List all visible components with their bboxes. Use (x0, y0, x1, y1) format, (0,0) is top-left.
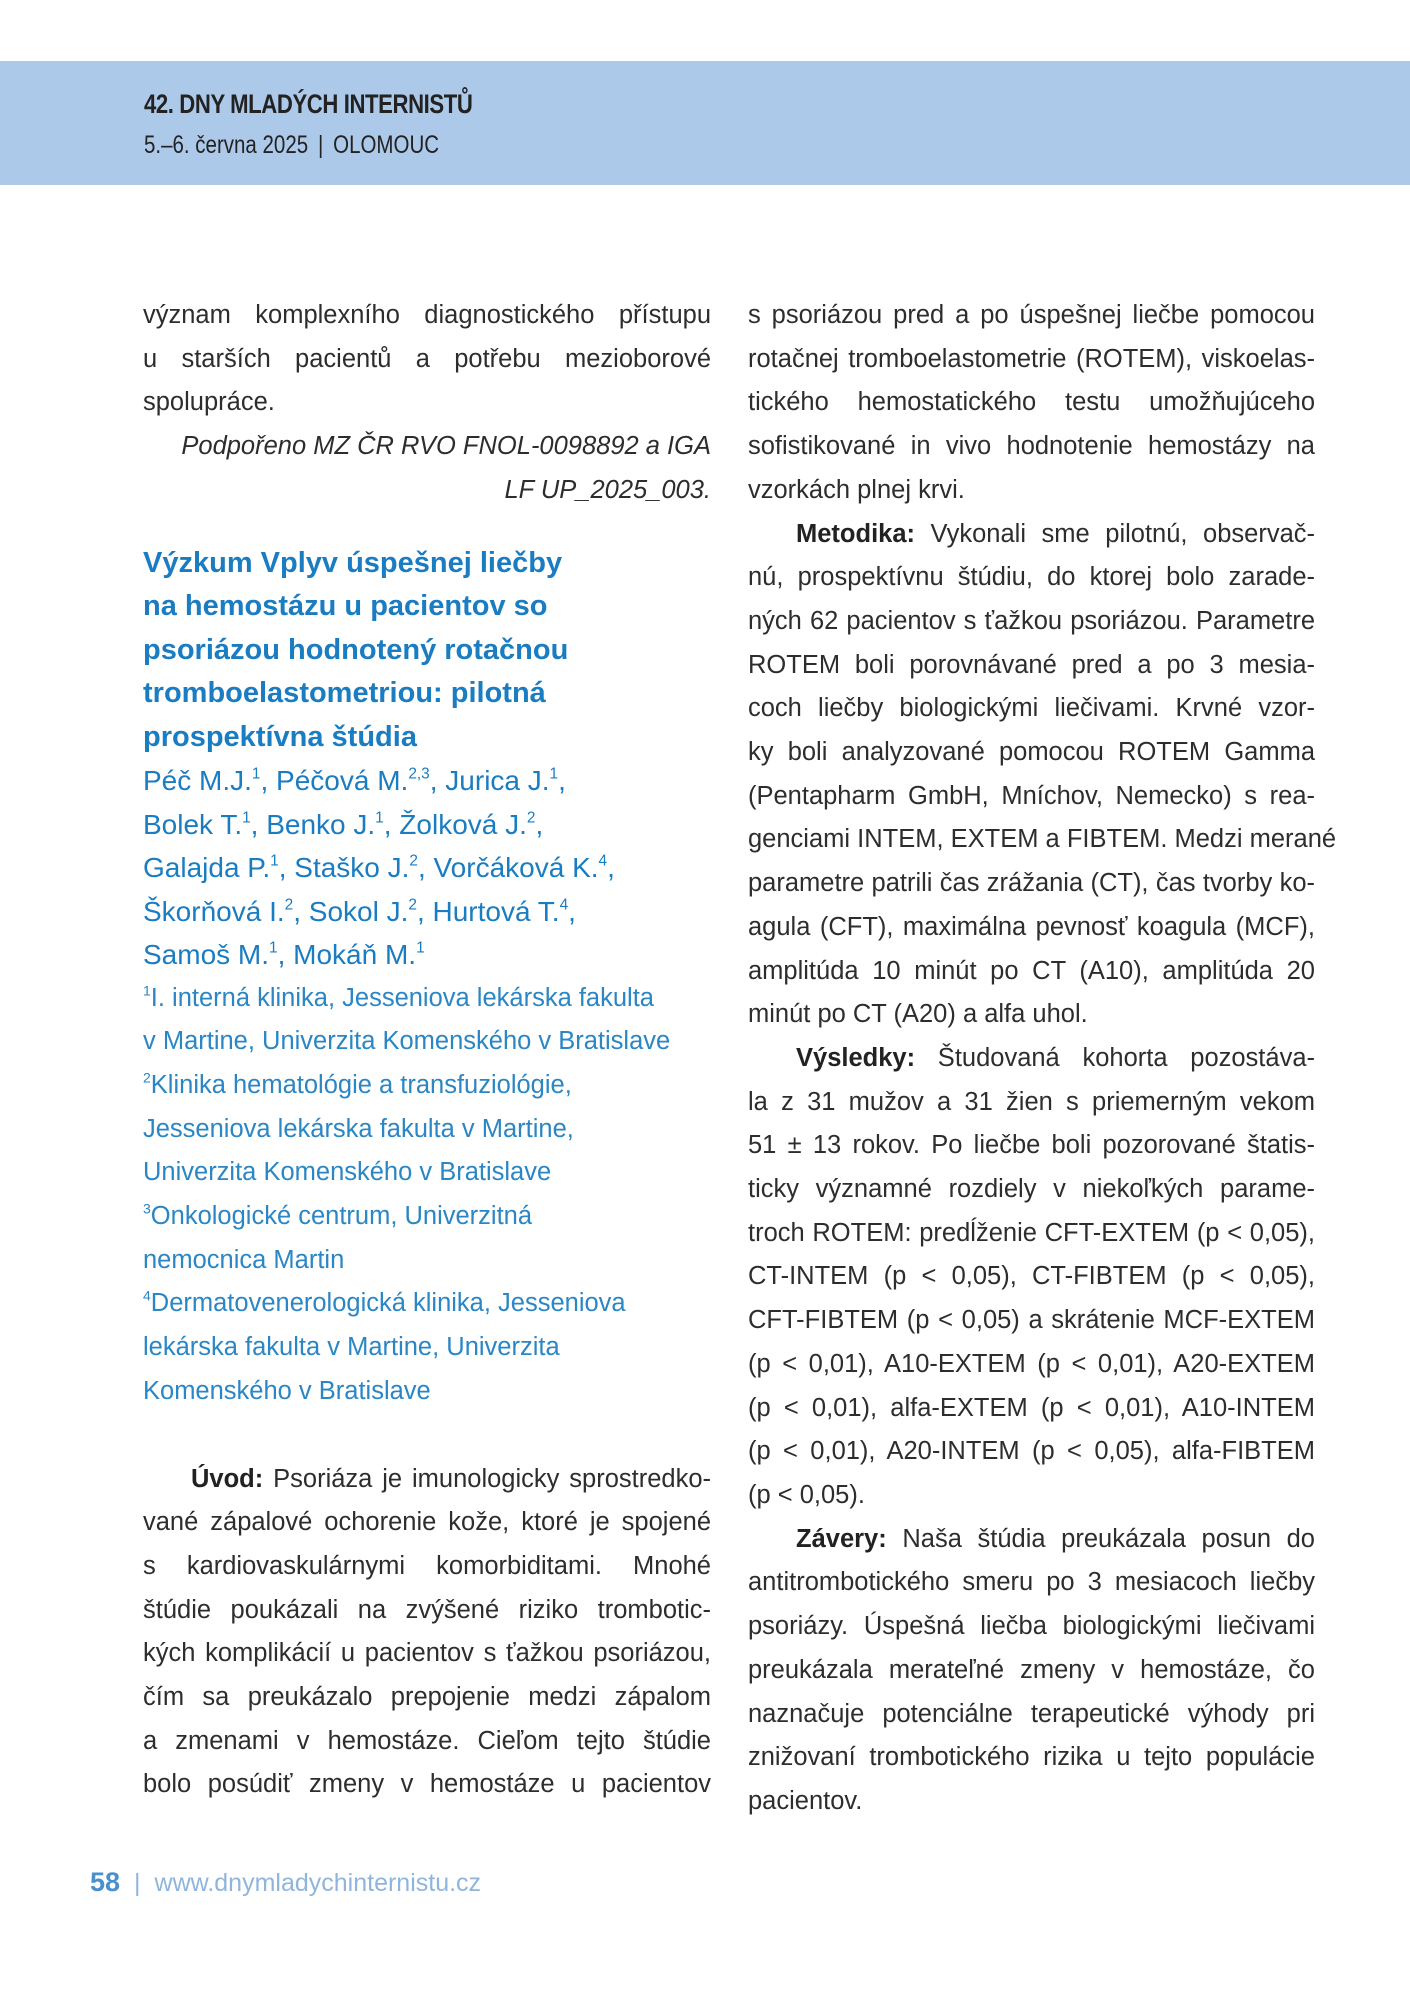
text-line: Závery: Naša štúdia preukázala posun do (796, 1524, 1315, 1553)
funding-note: LF UP_2025_003. (504, 475, 711, 504)
affiliation-number: 3 (143, 1200, 151, 1217)
affiliation-line: lekárska fakulta v Martine, Univerzita (143, 1333, 560, 1362)
author-name: , Péčová M. (260, 765, 409, 797)
text-line: vané zápalové ochorenie kože, ktoré je spojené (143, 1508, 711, 1537)
affiliation-line: $^3$Onkologické centrum, Univerzitná (143, 1200, 533, 1231)
affiliation-line: Komenského v Bratislave (143, 1376, 431, 1405)
text-line: naznačuje potenciálne terapeutické výhody pri (748, 1699, 1315, 1728)
section-intro (143, 1458, 711, 1808)
affiliation-marker: 1 (269, 939, 278, 957)
event-title: 42. DNY MLADÝCH INTERNISTŮ (144, 89, 473, 119)
title-line: tromboelastometriou: pilotná (143, 677, 546, 710)
section-methods (748, 513, 1337, 1037)
text-line: spolupráce. (143, 388, 275, 417)
text-line: genciami INTEM, EXTEM a FIBTEM. Medzi merané (748, 825, 1337, 854)
author-name: Škorňová I. (143, 895, 285, 927)
affiliation-marker: 1 (549, 765, 559, 783)
author-name: , Vorčáková K. (417, 852, 599, 884)
text-line: sofistikované in vivo hodnotenie hemostázy na (748, 432, 1315, 461)
event-dates: 5.–6. června 2025 (144, 131, 309, 159)
text-line: troch ROTEM: predĺženie CFT-EXTEM (p < 0,05), (748, 1218, 1315, 1247)
author-name: Galajda P. (143, 852, 271, 884)
affiliation-marker: 2 (409, 852, 418, 870)
text-line: psoriázy. Úspešná liečba biologickými liečivami (748, 1612, 1315, 1641)
text-line: la z 31 mužov a 31 žien s priemerným vekom (748, 1087, 1315, 1116)
text-line: Výsledky: Študovaná kohorta pozostáva- (796, 1043, 1315, 1072)
affiliation-marker: 2 (408, 895, 417, 913)
section-label: Výsledky: (796, 1043, 916, 1072)
author-name: , Žolková J. (383, 808, 527, 840)
text-line: antitrombotického smeru po 3 mesiacoch liečby (748, 1568, 1315, 1597)
text-line: vzorkách plnej krvi. (748, 475, 965, 504)
text-line: nú, prospektívnu štúdiu, do ktorej bolo zarade- (748, 563, 1315, 592)
affiliation-line: Univerzita Komenského v Bratislave (143, 1158, 552, 1187)
text-line: ky boli analyzované pomocou ROTEM Gamma (748, 738, 1315, 767)
event-city: OLOMOUC (333, 131, 440, 159)
affiliation-marker: 1 (251, 765, 261, 783)
affiliation-marker: 2 (284, 895, 294, 913)
author-line (143, 890, 711, 934)
page-footer (90, 1867, 481, 1898)
affiliation-line: nemocnica Martin (143, 1245, 345, 1274)
author-name: , Hurtová T. (416, 895, 560, 927)
affiliation-number: 1 (143, 982, 151, 998)
text-line: u starších pacientů a potřebu mezioborové (143, 344, 711, 373)
text-line: a zmenami v hemostáze. Cieľom tejto štúdie (143, 1726, 711, 1755)
title-line: prospektívna štúdia (143, 720, 417, 753)
author-name: , Jurica J. (429, 765, 550, 797)
author-name: Samoš M. (143, 939, 270, 971)
text-line: čím sa preukázalo prepojenie medzi zápalom (143, 1683, 711, 1712)
text-line: agula (CFT), maximálna pevnosť koagula (MCF), (748, 912, 1315, 941)
text-line: znižovaní trombotického rizika u tejto populácie (748, 1743, 1315, 1772)
text-line: Úvod: Psoriáza je imunologicky sprostredko- (191, 1464, 711, 1493)
author-name: Péč M.J. (143, 765, 252, 797)
footer-separator: | (134, 1869, 141, 1897)
text-line: (p < 0,01), alfa-EXTEM (p < 0,01), A10-INTEM (748, 1393, 1315, 1422)
author-name: , Mokáň M. (277, 939, 417, 971)
affiliation-marker: 4 (559, 895, 569, 913)
header-band (0, 61, 1410, 185)
website-link[interactable]: www.dnymladychinternistu.cz (154, 1869, 482, 1897)
right-column (748, 294, 1337, 1824)
text-line: ROTEM boli porovnávané pred a po 3 mesia- (748, 650, 1315, 679)
affiliation-list (143, 977, 711, 1414)
text-line: (p < 0,01), A10-EXTEM (p < 0,01), A20-EXTEM (748, 1349, 1315, 1378)
title-line: psoriázou hodnotený rotačnou (143, 633, 569, 666)
section-label: Metodika: (796, 519, 916, 548)
text-line: ticky významné rozdiely v niekoľkých parame- (748, 1175, 1315, 1204)
text-line: pacientov. (748, 1786, 863, 1815)
title-line: Výzkum Vplyv úspešnej liečby (143, 546, 563, 579)
affiliation-line: Jesseniova lekárska fakulta v Martine, (143, 1114, 574, 1143)
header-separator: | (317, 131, 324, 159)
text-line: Metodika: Vykonali sme pilotnú, observač- (796, 519, 1315, 548)
text-line: rotačnej tromboelastometrie (ROTEM), viskoelas- (748, 344, 1315, 373)
abstract-title (143, 542, 711, 760)
affiliation-marker: 2 (526, 808, 536, 826)
left-column (143, 294, 711, 1807)
affiliation-line: $^1$I. interná klinika, Jesseniova lekárska fakulta (143, 982, 654, 1012)
text-line: preukázala merateľné zmeny v hemostáze, čo (748, 1655, 1315, 1684)
previous-abstract-end (143, 294, 711, 513)
author-line (143, 803, 711, 847)
author-name: , Benko J. (250, 808, 376, 840)
author-name: , (568, 895, 576, 927)
affiliation-marker: 4 (598, 852, 608, 870)
affiliation-line: v Martine, Univerzita Komenského v Bratislave (143, 1027, 671, 1056)
text-line: CFT-FIBTEM (p < 0,05) a skrátenie MCF-EXTEM (748, 1306, 1315, 1335)
author-name: , (607, 852, 615, 884)
text-line: kých komplikácií u pacientov s ťažkou psoriázou, (143, 1639, 711, 1668)
affiliation-marker: 1 (270, 852, 279, 870)
text-line: ných 62 pacientov s ťažkou psoriázou. Parametre (748, 606, 1315, 635)
text-line: parametre patrili čas zrážania (CT), čas tvorby ko- (748, 869, 1315, 898)
text-line: význam komplexního diagnostického přístupu (143, 301, 711, 329)
text-line: minút po CT (A20) a alfa uhol. (748, 1000, 1088, 1029)
intro-continued (748, 294, 1315, 513)
title-line: na hemostázu u pacientov so (143, 590, 548, 623)
page-number: 58 (90, 1867, 121, 1897)
author-list (143, 759, 711, 977)
text-line: amplitúda 10 minút po CT (A10), amplitúda 20 (748, 956, 1315, 985)
section-label: Úvod: (191, 1464, 264, 1493)
author-name: , (558, 765, 566, 797)
affiliation-marker: 1 (242, 808, 251, 826)
affiliation-number: 2 (143, 1069, 151, 1086)
affiliation-line: $^2$Klinika hematológie a transfuziológie, (143, 1069, 572, 1099)
affiliation-line: $^4$Dermatovenerologická klinika, Jesseniova (143, 1287, 626, 1318)
author-line (143, 846, 711, 890)
text-line: s psoriázou pred a po úspešnej liečbe pomocou (748, 301, 1315, 329)
section-conclusions (748, 1518, 1315, 1824)
text-line: (p < 0,01), A20-INTEM (p < 0,05), alfa-FIBTEM (748, 1437, 1315, 1466)
author-name: Bolek T. (143, 808, 243, 840)
author-name: , Staško J. (278, 852, 410, 884)
author-name: , Sokol J. (293, 895, 409, 927)
section-label: Závery: (796, 1524, 887, 1553)
text-line: tického hemostatického testu umožňujúceho (748, 388, 1315, 417)
text-line: coch liečby biologickými liečivami. Krvné vzor- (748, 694, 1315, 723)
event-subtitle (144, 131, 439, 160)
author-name: , (535, 808, 544, 840)
text-line: bolo posúdiť zmeny v hemostáze u pacientov (143, 1770, 711, 1799)
author-line (143, 759, 711, 803)
funding-note: Podpořeno MZ ČR RVO FNOL-0098892 a IGA (181, 432, 711, 461)
text-line: štúdie poukázali na zvýšené riziko trombotic- (143, 1595, 711, 1624)
affiliation-marker: 1 (375, 808, 384, 826)
text-line: s kardiovaskulárnymi komorbiditami. Mnohé (143, 1551, 711, 1580)
text-line: 51 ± 13 rokov. Po liečbe boli pozorované štatis- (748, 1131, 1315, 1160)
section-results (748, 1037, 1315, 1518)
affiliation-marker: 1 (416, 939, 425, 957)
text-line: (Pentapharm GmbH, Mníchov, Nemecko) s rea- (748, 781, 1315, 810)
author-line (143, 933, 711, 977)
affiliation-marker: 2,3 (408, 765, 430, 783)
text-line: CT-INTEM (p < 0,05), CT-FIBTEM (p < 0,05), (748, 1262, 1315, 1291)
text-line: (p < 0,05). (748, 1480, 865, 1509)
affiliation-number: 4 (143, 1287, 151, 1304)
